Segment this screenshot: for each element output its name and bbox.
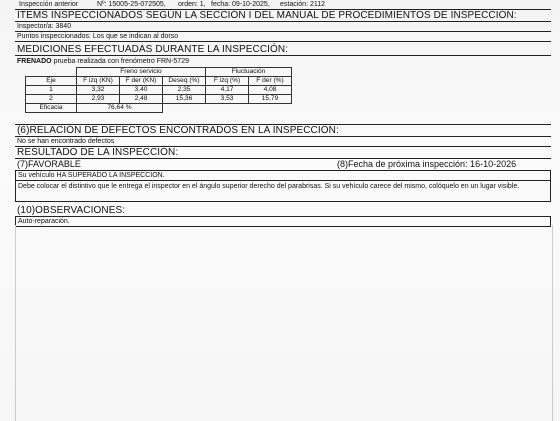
next-inspection-date: (8)Fecha de próxima inspección: 16-10-2026 xyxy=(337,159,517,169)
cell: 2,35 xyxy=(163,86,206,95)
result-verdict: (7)FAVORABLE xyxy=(17,159,81,169)
cell: 2,48 xyxy=(120,95,163,104)
points-line: Puntos inspeccionados: Los que se indican al dorso xyxy=(15,32,551,42)
previous-inspection-order: orden: 1, xyxy=(178,1,206,8)
brake-table-header-row xyxy=(26,77,292,86)
cell: 4,17 xyxy=(206,86,249,95)
col-header-imbalance: Deseq (%) xyxy=(163,77,206,86)
brake-table-row xyxy=(26,86,292,95)
cell: 2 xyxy=(26,95,77,104)
previous-inspection-date: fecha: 09-10-2025, xyxy=(211,1,270,8)
cell: 4,08 xyxy=(249,86,292,95)
previous-inspection-station: estación: 2112 xyxy=(280,1,326,8)
col-header-fleft-pct: F izq (%) xyxy=(206,77,249,86)
cell: 3,53 xyxy=(206,95,249,104)
defects-section xyxy=(15,124,551,147)
observations-text: Auto-reparación. xyxy=(15,217,551,227)
cell: 1 xyxy=(26,86,77,95)
items-section-title: ÍTEMS INSPECCIONADOS SEGÚN LA SECCIÓN I DEL MANUAL DE PROCEDIMIENTOS DE INSPECCIÓN: xyxy=(15,10,551,22)
result-title: RESULTADO DE LA INSPECCIÓN: xyxy=(15,147,551,159)
observations-title: (10)OBSERVACIONES: xyxy=(15,205,551,217)
measurements-section xyxy=(15,44,551,113)
observations-section xyxy=(15,205,551,227)
cell: 3,40 xyxy=(120,86,163,95)
brake-table-group-row xyxy=(26,68,292,77)
previous-inspection-label: Inspección anterior xyxy=(19,1,79,8)
notice-text: Debe colocar el distintivo que le entrega el inspector en el ángulo superior derecho del parabrisas. Si su vehículo carece del mismo, colóquelo en un lugar visible. xyxy=(18,183,520,190)
col-header-fleft-kn: F izq (KN) xyxy=(77,77,120,86)
col-header-fright-kn: F der (KN) xyxy=(120,77,163,86)
inspector-line: Inspector/a: 3840 xyxy=(15,22,551,32)
result-section xyxy=(15,147,551,202)
brake-label: FRENADO xyxy=(17,58,52,65)
cell: 15,79 xyxy=(249,95,292,104)
cell: 15,36 xyxy=(163,95,206,104)
cell: 2,93 xyxy=(77,95,120,104)
previous-inspection-line xyxy=(15,0,551,10)
blank-page-area xyxy=(15,225,553,421)
brake-table-row xyxy=(26,95,292,104)
measurements-title: MEDICIONES EFECTUADAS DURANTE LA INSPECCIÓN: xyxy=(15,44,551,56)
defects-text: No se han encontrado defectos xyxy=(15,137,551,147)
brake-table xyxy=(25,67,292,113)
brake-description: prueba realizada con frenómetro FRN-5729 xyxy=(53,58,189,65)
empty-cell xyxy=(26,68,77,77)
efficacy-label: Eficacia xyxy=(26,104,77,113)
efficacy-value: 76,64 % xyxy=(77,104,163,113)
passed-text: Su vehículo HA SUPERADO LA INSPECCIÓN. xyxy=(16,171,550,181)
brake-test-line xyxy=(15,57,551,66)
result-verdict-line xyxy=(15,159,551,171)
col-header-fright-pct: F der (%) xyxy=(249,77,292,86)
empty-cell xyxy=(163,104,292,113)
cell: 3,32 xyxy=(77,86,120,95)
result-notice-box xyxy=(15,171,551,202)
previous-inspection-number: Nº: 15005-25-072505, xyxy=(97,1,166,8)
brake-table-efficacy-row xyxy=(26,104,292,113)
group-service-header: Freno servicio xyxy=(77,68,206,77)
defects-title: (6)RELACIÓN DE DEFECTOS ENCONTRADOS EN LA INSPECCIÓN: xyxy=(15,124,551,137)
group-fluct-header: Fluctuación xyxy=(206,68,292,77)
col-header-axle: Eje xyxy=(26,77,77,86)
items-section xyxy=(15,10,551,42)
